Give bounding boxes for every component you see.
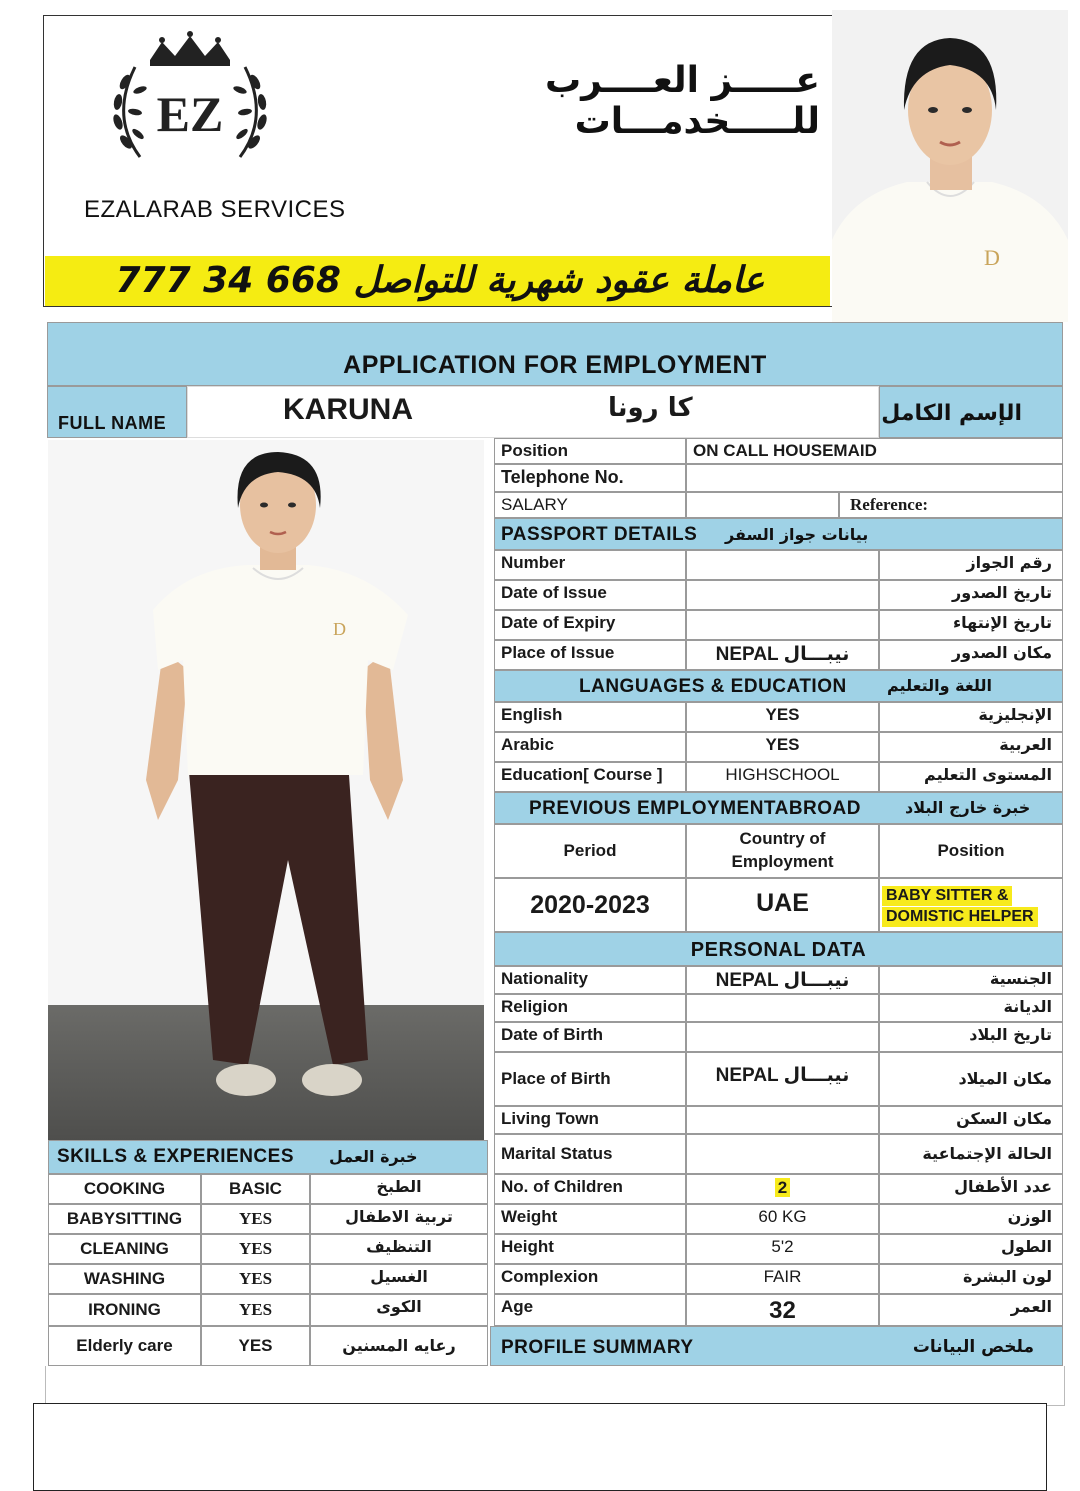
languages-header-arabic: اللغة والتعليم [887, 676, 992, 695]
languages-header-title: LANGUAGES & EDUCATION [579, 676, 847, 697]
previous-employment-title: PREVIOUS EMPLOYMENTABROAD [529, 798, 862, 819]
personal-row-arabic: عدد الأطفال [879, 1174, 1063, 1204]
personal-row-arabic: الوزن [879, 1204, 1063, 1234]
personal-row-arabic: مكان السكن [879, 1106, 1063, 1134]
skill-row-arabic: رعايه المسنين [310, 1326, 488, 1366]
skill-row-arabic: الطبخ [310, 1174, 488, 1204]
salary-label: SALARY [494, 492, 686, 518]
skill-row-level: YES [201, 1294, 310, 1326]
passport-row-value [686, 610, 879, 640]
position-label: Position [494, 438, 686, 464]
form-title-bar [47, 322, 1063, 386]
svg-text:D: D [333, 619, 346, 639]
personal-row-label: Date of Birth [494, 1022, 686, 1052]
previous-col-period: Period [494, 824, 686, 878]
skill-row-arabic: الغسيل [310, 1264, 488, 1294]
skill-row-level: YES [201, 1326, 310, 1366]
skill-row-level: YES [201, 1234, 310, 1264]
personal-row-arabic: الحالة الإجتماعية [879, 1134, 1063, 1174]
personal-row-label: Nationality [494, 966, 686, 994]
profile-summary-box [33, 1403, 1047, 1491]
personal-row-value: FAIR [686, 1264, 879, 1294]
full-body-photo [48, 440, 484, 1142]
full-name-arabic-label: الإسم الكامل [881, 401, 1022, 426]
form-bottom-border [45, 1366, 1065, 1406]
personal-row-arabic: الجنسية [879, 966, 1063, 994]
language-row-value: YES [686, 702, 879, 732]
previous-col-country: Country of Employment [686, 824, 879, 878]
personal-row-arabic: لون البشرة [879, 1264, 1063, 1294]
profile-summary-header [490, 1326, 1063, 1366]
passport-header-title: PASSPORT DETAILS [501, 524, 698, 545]
languages-header [494, 670, 1063, 702]
passport-row-value [686, 580, 879, 610]
personal-row-value [686, 1134, 879, 1174]
personal-row-label: Complexion [494, 1264, 686, 1294]
personal-row-value: NEPAL نيبـــال [686, 966, 879, 994]
profile-summary-arabic: ملخص البيانات [912, 1337, 1034, 1357]
personal-row-label: Living Town [494, 1106, 686, 1134]
banner-phone: 777 34 668 [115, 260, 341, 301]
language-row-value: YES [686, 732, 879, 762]
personal-row-arabic: الطول [879, 1234, 1063, 1264]
passport-row-value: NEPAL نيبـــال [686, 640, 879, 670]
personal-row-label: Place of Birth [494, 1052, 686, 1106]
personal-data-header [494, 932, 1063, 966]
personal-row-value: NEPAL نيبـــال [686, 1052, 879, 1106]
skill-row-level: YES [201, 1204, 310, 1234]
salary-value [686, 492, 839, 518]
skill-row-name: COOKING [48, 1174, 201, 1204]
contact-banner-text [60, 256, 820, 306]
children-value-cell [686, 1174, 879, 1204]
logo-letters: EZ [156, 86, 224, 142]
previous-employment-arabic: خبرة خارج البلاد [905, 798, 1031, 817]
passport-row-label: Date of Issue [494, 580, 686, 610]
reference-label: Reference: [839, 492, 1063, 518]
telephone-label: Telephone No. [494, 464, 686, 492]
personal-row-label: Marital Status [494, 1134, 686, 1174]
personal-row-arabic: الديانة [879, 994, 1063, 1022]
skills-header-title: SKILLS & EXPERIENCES [57, 1146, 294, 1167]
company-name-arabic: عـــــز العــــرب للـــــخدمـــات [544, 60, 820, 142]
skill-row-arabic: الكوى [310, 1294, 488, 1326]
language-row-arabic: المستوى التعليم [879, 762, 1063, 792]
personal-row-label: Age [494, 1294, 686, 1326]
language-row-arabic: العربية [879, 732, 1063, 762]
personal-row-label: Religion [494, 994, 686, 1022]
personal-row-arabic: تاريخ البلاد [879, 1022, 1063, 1052]
position-value: ON CALL HOUSEMAID [686, 438, 1063, 464]
form-title: APPLICATION FOR EMPLOYMENT [343, 351, 767, 379]
full-name-arabic-value: كا رونا [608, 393, 693, 423]
skill-row-name: Elderly care [48, 1326, 201, 1366]
passport-row-arabic: رقم الجواز [879, 550, 1063, 580]
previous-position-line1: BABY SITTER & [882, 886, 1012, 906]
skill-row-name: IRONING [48, 1294, 201, 1326]
passport-row-arabic: تاريخ الصدور [879, 580, 1063, 610]
personal-row-value [686, 994, 879, 1022]
personal-row-value: 60 KG [686, 1204, 879, 1234]
full-name-label-cell [47, 386, 187, 438]
personal-row-label: No. of Children [494, 1174, 686, 1204]
personal-row-value: 5'2 [686, 1234, 879, 1264]
skill-row-arabic: التنظيف [310, 1234, 488, 1264]
passport-row-label: Number [494, 550, 686, 580]
personal-row-value: 32 [686, 1294, 879, 1326]
skills-header [48, 1140, 488, 1174]
personal-row-value [686, 1022, 879, 1052]
full-name-value: KARUNA [283, 393, 413, 426]
language-row-value: HIGHSCHOOL [686, 762, 879, 792]
passport-row-arabic: مكان الصدور [879, 640, 1063, 670]
skill-row-level: BASIC [201, 1174, 310, 1204]
personal-row-label: Weight [494, 1204, 686, 1234]
previous-position-cell [879, 878, 1063, 932]
skill-row-arabic: تربية الاطفال [310, 1204, 488, 1234]
skills-header-arabic: خبرة العمل [329, 1147, 418, 1166]
company-name: EZALARAB SERVICES [84, 196, 346, 223]
passport-header [494, 518, 1063, 550]
previous-position-line2: DOMISTIC HELPER [882, 907, 1038, 927]
skill-row-name: CLEANING [48, 1234, 201, 1264]
full-name-value-cell [187, 386, 879, 438]
passport-row-arabic: تاريخ الإنتهاء [879, 610, 1063, 640]
banner-arabic: عاملة عقود شهرية للتواصل [353, 260, 765, 301]
telephone-value[interactable] [686, 464, 1063, 492]
personal-data-title: PERSONAL DATA [690, 939, 867, 961]
language-row-arabic: الإنجليزية [879, 702, 1063, 732]
skill-row-name: BABYSITTING [48, 1204, 201, 1234]
skill-row-name: WASHING [48, 1264, 201, 1294]
previous-employment-header [494, 792, 1063, 824]
personal-row-value: 2 [775, 1178, 790, 1197]
full-name-label: FULL NAME [58, 413, 167, 433]
personal-row-value [686, 1106, 879, 1134]
previous-country: UAE [686, 878, 879, 932]
shirt-logo: D [984, 245, 1000, 270]
full-name-ar-label-cell [879, 386, 1063, 438]
language-row-label: Arabic [494, 732, 686, 762]
personal-row-arabic: مكان الميلاد [879, 1052, 1063, 1106]
language-row-label: English [494, 702, 686, 732]
previous-col-position: Position [879, 824, 1063, 878]
personal-row-label: Height [494, 1234, 686, 1264]
portrait-photo [832, 10, 1068, 322]
passport-row-value [686, 550, 879, 580]
skill-row-level: YES [201, 1264, 310, 1294]
passport-row-label: Date of Expiry [494, 610, 686, 640]
passport-header-arabic: بيانات جواز السفر [725, 525, 869, 544]
personal-row-arabic: العمر [879, 1294, 1063, 1326]
previous-period: 2020-2023 [494, 878, 686, 932]
passport-row-label: Place of Issue [494, 640, 686, 670]
profile-summary-title: PROFILE SUMMARY [501, 1337, 694, 1358]
language-row-label: Education[ Course ] [494, 762, 686, 792]
